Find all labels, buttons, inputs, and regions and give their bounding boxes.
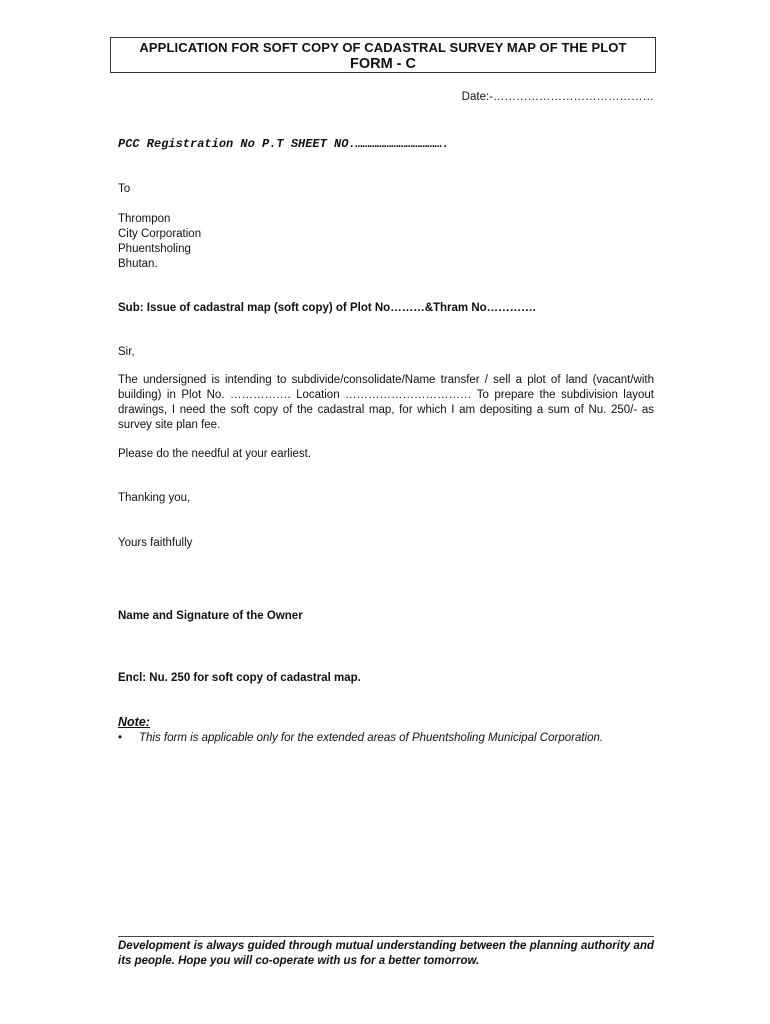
form-header-box [110,37,656,73]
form-subtitle: FORM - C [349,56,417,72]
address-line: Bhutan. [118,258,158,270]
note-text: This form is applicable only for the extended areas of Phuentsholing Municipal Corporation. [139,732,604,744]
note-item [118,731,603,746]
thanking-line: Thanking you, [118,492,191,504]
closing-line: Yours faithfully [118,537,193,549]
subject-line[interactable]: Sub: Issue of cadastral map (soft copy) of Plot No………&Thram No…………. [118,302,536,314]
bullet-icon: • [118,732,123,744]
address-line: Thrompon [118,213,171,225]
address-line: Phuentsholing [118,243,191,255]
footer-divider [118,936,654,937]
request-line: Please do the needful at your earliest. [118,448,312,460]
salutation: Sir, [118,346,135,358]
footer-text: Development is always guided through mutual understanding between the planning authority and its people. Hope you will co-operate with us for a better tomorrow. [118,940,654,967]
body-paragraph[interactable]: The undersigned is intending to subdivide/consolidate/Name transfer / sell a plot of land (vacant/with building) in Plot No. ……………. Location …………………………… To prepare the subdivision layout drawings, I need the soft copy of the cadastral map, for which I am depositing a sum of Nu. 250/- as survey site plan fee. [118,374,654,431]
form-title: APPLICATION FOR SOFT COPY OF CADASTRAL SURVEY MAP OF THE PLOT [139,40,627,55]
pcc-registration-line[interactable]: PCC Registration No P.T SHEET NO.………………………………. [118,137,450,151]
to-label: To [118,183,131,195]
signature-label: Name and Signature of the Owner [118,610,303,622]
note-label: Note: [118,715,150,729]
address-line: City Corporation [118,228,202,240]
recipient-address [118,212,201,272]
enclosure-line: Encl: Nu. 250 for soft copy of cadastral map. [118,672,361,684]
date-field[interactable]: Date:-…………………………………… [461,91,654,103]
